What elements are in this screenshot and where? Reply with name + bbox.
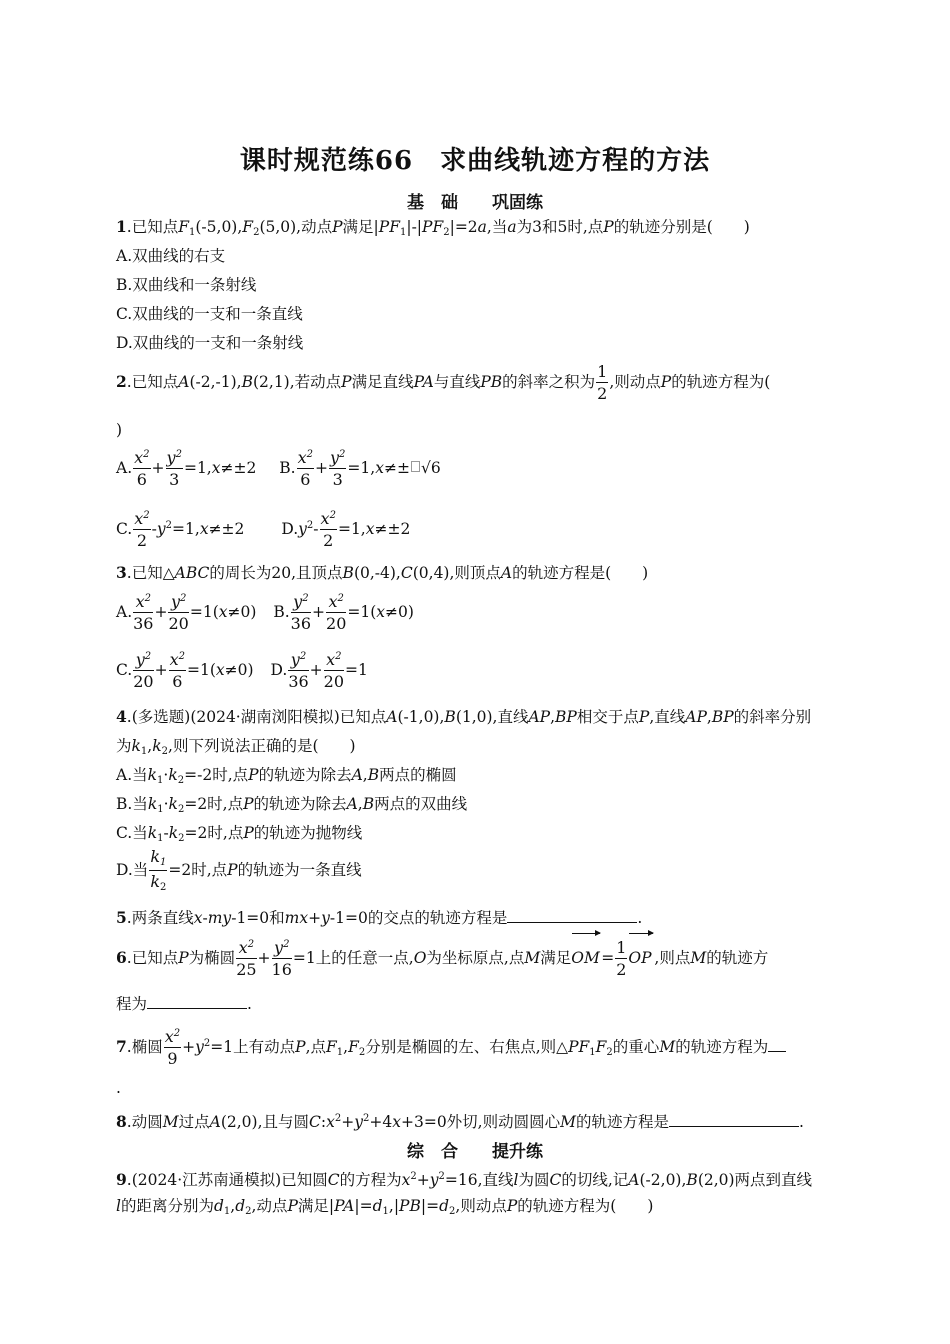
- question-number: 3: [116, 563, 127, 582]
- fraction-denominator: 2: [597, 384, 608, 403]
- question-7: [116, 1022, 840, 1075]
- answer-blank[interactable]: [768, 1037, 786, 1052]
- question-3: [116, 562, 840, 584]
- question-4-stem-line1: .(多选题)(2024·湖南浏阳模拟)已知点A(-1,0),B(1,0),直线AP,BP相交于点P,直线AP,BP的斜率分别: [126, 708, 812, 726]
- q2-options-cd: [116, 506, 840, 549]
- question-1: [116, 216, 840, 244]
- q1-option-b: B.双曲线和一条射线: [116, 276, 257, 294]
- answer-blank[interactable]: [669, 1112, 799, 1127]
- q1-option-c: C.双曲线的一支和一条直线: [116, 305, 303, 323]
- section-heading-basic: 基 础 巩固练: [407, 193, 543, 213]
- question-1-stem: .已知点$F_1(-5,0),F_2(5,0)$,动点P满足$|PF_1|-|PF_2|=2a$,当a为3和5时,点P的轨迹分别是( ): [126, 218, 750, 238]
- question-number: 4: [116, 707, 127, 726]
- question-2: [116, 364, 840, 402]
- q4-option-a: A.当$k_1\cdot k_2=-2$时,点P的轨迹为除去A,B两点的椭圆: [116, 766, 457, 786]
- question-number: 6: [116, 948, 127, 967]
- question-9: [116, 1166, 840, 1191]
- question-6-line2: 程为 .: [116, 995, 252, 1013]
- question-6: [116, 936, 840, 980]
- q4-option-c: C.当$k_1-k_2=2$时,点P的轨迹为抛物线: [116, 824, 363, 844]
- question-8-stem: .动圆M过点A(2,0),且与圆$C:x^2+y^2+4x+3=0$外切,则动圆圆心M的轨迹方程是: [126, 1113, 670, 1131]
- q4-option-b: B.当$k_1\cdot k_2=2$时,点P的轨迹为除去A,B两点的双曲线: [116, 795, 468, 815]
- q2-option-a: A. $\frac{x^2}{6}$ + $\frac{y^2}{3}$ =1,x≠±2: [116, 448, 257, 489]
- q3-options-ab: [116, 592, 840, 632]
- question-3-stem: .已知△ABC的周长为20,且顶点B(0,-4),C(0,4),则顶点A的轨迹方程是( ): [126, 564, 649, 582]
- question-number: 7: [116, 1037, 127, 1056]
- fraction-numerator: 1: [597, 362, 608, 381]
- question-9-stem-line2: l的距离分别为$d_1,d_2$,动点P满足$|PA|=d_1,|PB|=d_2$,则动点P的轨迹方程为( ): [116, 1197, 654, 1217]
- question-number: 8: [116, 1112, 127, 1131]
- question-4-stem-line2: 为$k_1,k_2$,则下列说法正确的是( ): [116, 737, 356, 757]
- q1-option-a: A.双曲线的右支: [116, 247, 226, 265]
- question-number: 1: [116, 217, 127, 236]
- answer-blank[interactable]: [507, 908, 637, 923]
- q2-option-b: B. $\frac{x^2}{6}$ + $\frac{y^2}{3}$ =1,x≠± √6: [279, 448, 441, 489]
- question-2-stem: .已知点A(-2,-1),B(2,1),若动点P满足直线PA与直线PB的斜率之积为 $\frac{1}{2}$ ,则动点P的轨迹方程为(: [126, 362, 771, 403]
- q2-option-c: C. $\frac{x^2}{2}$ $-y^2=1,x\ne\pm 2$: [116, 509, 245, 550]
- page-title: 课时规范练66 求曲线轨迹方程的方法: [239, 146, 711, 176]
- question-number: 9: [116, 1170, 127, 1189]
- question-number: 2: [116, 372, 127, 391]
- q1-option-d: D.双曲线的一支和一条射线: [116, 334, 304, 352]
- question-9-stem-line1: .(2024·江苏南通模拟)已知圆C的方程为$x^2+y^2=16$,直线l为圆C的切线,记A(-2,0),B(2,0)两点到直线: [126, 1171, 813, 1189]
- question-7-end: .: [116, 1079, 121, 1097]
- q2-options-ab: [116, 448, 840, 488]
- question-5-stem: .两条直线x-my-1=0和mx+y-1=0的交点的轨迹方程是: [126, 909, 508, 927]
- q2-option-d: $D.y^2-$ $\frac{x^2}{2}$ =1,x≠±2: [281, 509, 411, 550]
- section-heading-advanced: 综 合 提升练: [407, 1142, 543, 1162]
- answer-blank[interactable]: [147, 994, 247, 1009]
- question-5: 5.两条直线x-my-1=0和mx+y-1=0的交点的轨迹方程是 .: [116, 908, 643, 927]
- q3-option-d: D. $\frac{y^2}{36}$ + $\frac{x^2}{20}$ =1: [270, 650, 368, 691]
- q3-option-c: C. $\frac{y^2}{20}$ + $\frac{x^2}{6}$ =1(x≠0): [116, 650, 254, 691]
- question-4: [116, 706, 840, 728]
- q4-option-d: D.当 $\frac{k_1}{k_2}$ =2时,点P的轨迹为一条直线: [116, 847, 362, 893]
- q3-option-b: B. $\frac{y^2}{36}$ + $\frac{x^2}{20}$ =1(x≠0): [273, 592, 414, 633]
- q3-option-a: A. $\frac{x^2}{36}$ + $\frac{y^2}{20}$ =1(x≠0): [116, 592, 257, 633]
- question-8: 8.动圆M过点A(2,0),且与圆$C:x^2+y^2+4x+3=0$外切,则动圆圆心M的轨迹方程是 .: [116, 1112, 804, 1131]
- question-number: 5: [116, 908, 127, 927]
- q3-options-cd: [116, 650, 840, 690]
- question-7-stem: .椭圆 $\frac{x^2}{9}$ $+y^2=1$上有动点P,点$F_1,F_2$分别是椭圆的左、右焦点,则$\triangle PF_1F_2$的重心M的轨迹方程为: [126, 1027, 769, 1068]
- question-6-stem: .已知点P为椭圆 $\frac{x^2}{25}$ + $\frac{y^2}{16}$ =1上的任意一点,O为坐标原点,点M满足OM= $\frac{1}{2}$ OP ,则点M的轨迹方: [126, 938, 769, 979]
- q2-close-paren: ): [116, 421, 123, 439]
